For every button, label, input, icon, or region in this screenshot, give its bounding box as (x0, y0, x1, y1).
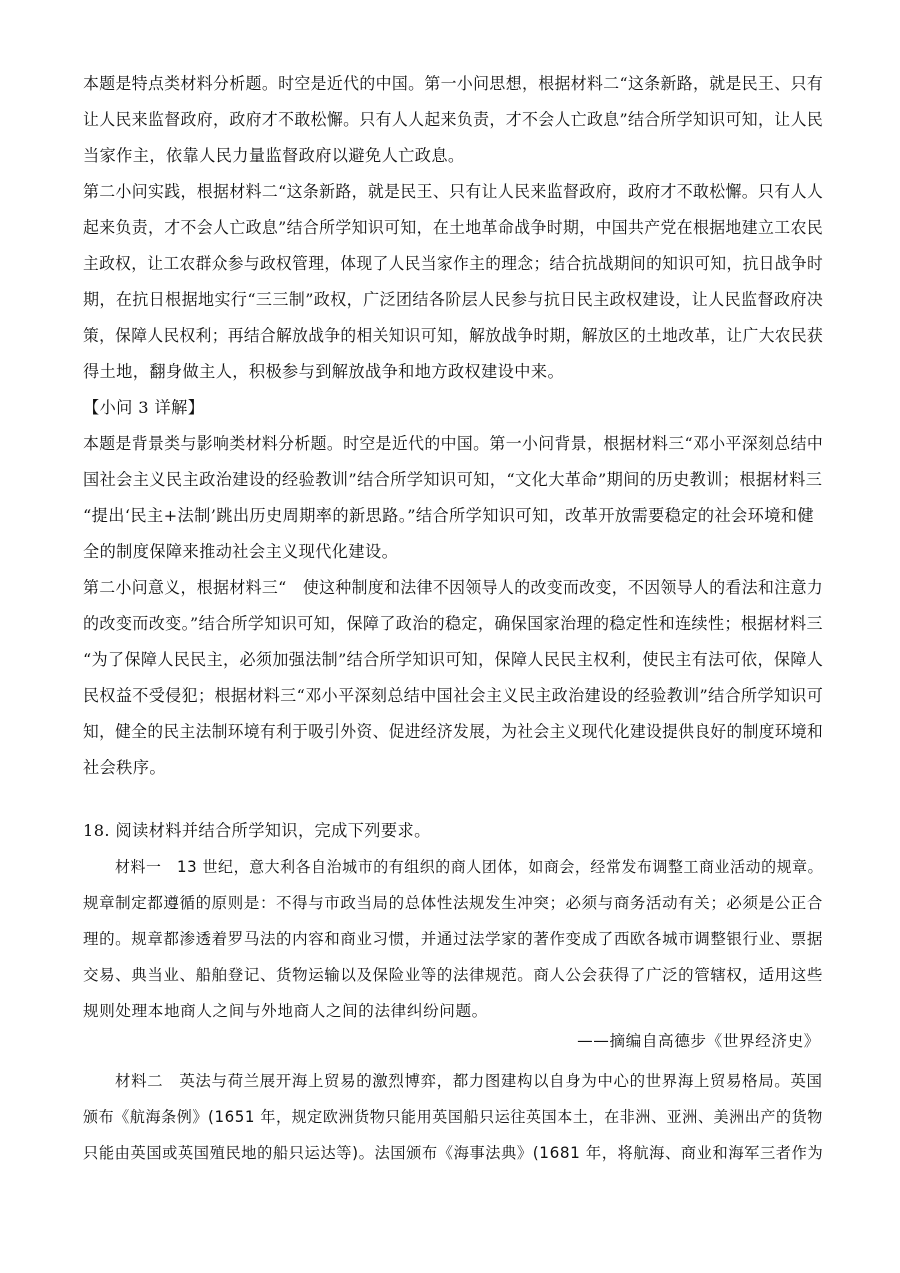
answer-line: “为了保障人民民主，必须加强法制”结合所学知识可知，保障人民民主权利，使民主有法可依，保障人 (83, 650, 824, 669)
answer-line: 民权益不受侵犯；根据材料三“邓小平深刻总结中国社会主义民主政治建设的经验教训”结合所学知识可 (83, 686, 824, 705)
answer-line: 全的制度保障来推动社会主义现代化建设。 (83, 542, 399, 561)
answer-line: 起来负责，才不会人亡政息”结合所学知识可知，在土地革命战争时期，中国共产党在根据地建立工农民 (83, 218, 824, 237)
answer-line: “提出‘民主+法制’跳出历史周期率的新思路。”结合所学知识可知，改革开放需要稳定的社会环境和健 (83, 506, 814, 525)
answer-line: 期，在抗日根据地实行“三三制”政权，广泛团结各阶层人民参与抗日民主政权建设，让人民监督政府决 (83, 290, 824, 309)
answer-line: 第二小问实践，根据材料二“这条新路，就是民王、只有让人民来监督政府，政府才不敢松懈。只有人人 (83, 182, 824, 201)
answer-line: 社会秩序。 (83, 758, 166, 777)
answer-line: 策，保障人民权利；再结合解放战争的相关知识可知，解放战争时期，解放区的土地改革，让广大农民获 (83, 326, 824, 345)
answer-line: 本题是背景类与影响类材料分析题。时空是近代的中国。第一小问背景，根据材料三“邓小平深刻总结中 (83, 434, 824, 453)
answer-line: 当家作主，依靠人民力量监督政府以避免人亡政息。 (83, 146, 465, 165)
answer-line: 知，健全的民主法制环境有利于吸引外资、促进经济发展，为社会主义现代化建设提供良好的制度环境和 (83, 722, 824, 741)
material-line: 只能由英国或英国殖民地的船只运达等)。法国颁布《海事法典》(1681 年，将航海、商业和海军三者作为 (83, 1144, 824, 1162)
answer-line: 的改变而改变。”结合所学知识可知，保障了政治的稳定，确保国家治理的稳定性和连续性；根据材料三 (83, 614, 823, 633)
answer-line: 让人民来监督政府，政府才不敢松懈。只有人人起来负责，才不会人亡政息”结合所学知识可知，让人民 (83, 110, 824, 129)
material-line: 材料一 13 世纪，意大利各自治城市的有组织的商人团体，如商会，经常发布调整工商业活动的规章。 (115, 858, 824, 876)
material-line: 理的。规章都渗透着罗马法的内容和商业习惯，并通过法学家的著作变成了西欧各城市调整银行业、票据 (83, 930, 823, 948)
question-title: 18. 阅读材料并结合所学知识，完成下列要求。 (83, 821, 431, 840)
answer-line: 主政权，让工农群众参与政权管理，体现了人民当家作主的理念；结合抗战期间的知识可知，抗日战争时 (83, 254, 824, 273)
material-line: 颁布《航海条例》(1651 年，规定欧洲货物只能用英国船只运往英国本土，在非洲、亚洲、美洲出产的货物 (83, 1108, 823, 1126)
material-source: ——摘编自高德步《世界经济史》 (577, 1032, 820, 1050)
material-line: 交易、典当业、船舶登记、货物运输以及保险业等的法律规范。商人公会获得了广泛的管辖权，适用这些 (83, 966, 823, 984)
answer-line: 第二小问意义，根据材料三“ 使这种制度和法律不因领导人的改变而改变，不因领导人的看法和注意力 (83, 578, 824, 597)
answer-line: 本题是特点类材料分析题。时空是近代的中国。第一小问思想，根据材料二“这条新路，就是民王、只有 (83, 74, 824, 93)
material-line: 规则处理本地商人之间与外地商人之间的法律纠纷问题。 (83, 1002, 488, 1020)
answer-line: 国社会主义民主政治建设的经验教训”结合所学知识可知，“文化大革命”期间的历史教训；根据材料三 (83, 470, 823, 489)
answer-line: 得土地，翻身做主人，积极参与到解放战争和地方政权建设中来。 (83, 362, 565, 381)
section-heading: 【小问 3 详解】 (83, 398, 205, 417)
material-line: 规章制定都遵循的原则是：不得与市政当局的总体性法规发生冲突；必须与商务活动有关；必须是公正合 (83, 894, 823, 912)
material-line: 材料二 英法与荷兰展开海上贸易的激烈博弈，都力图建构以自身为中心的世界海上贸易格局。英国 (115, 1072, 823, 1090)
